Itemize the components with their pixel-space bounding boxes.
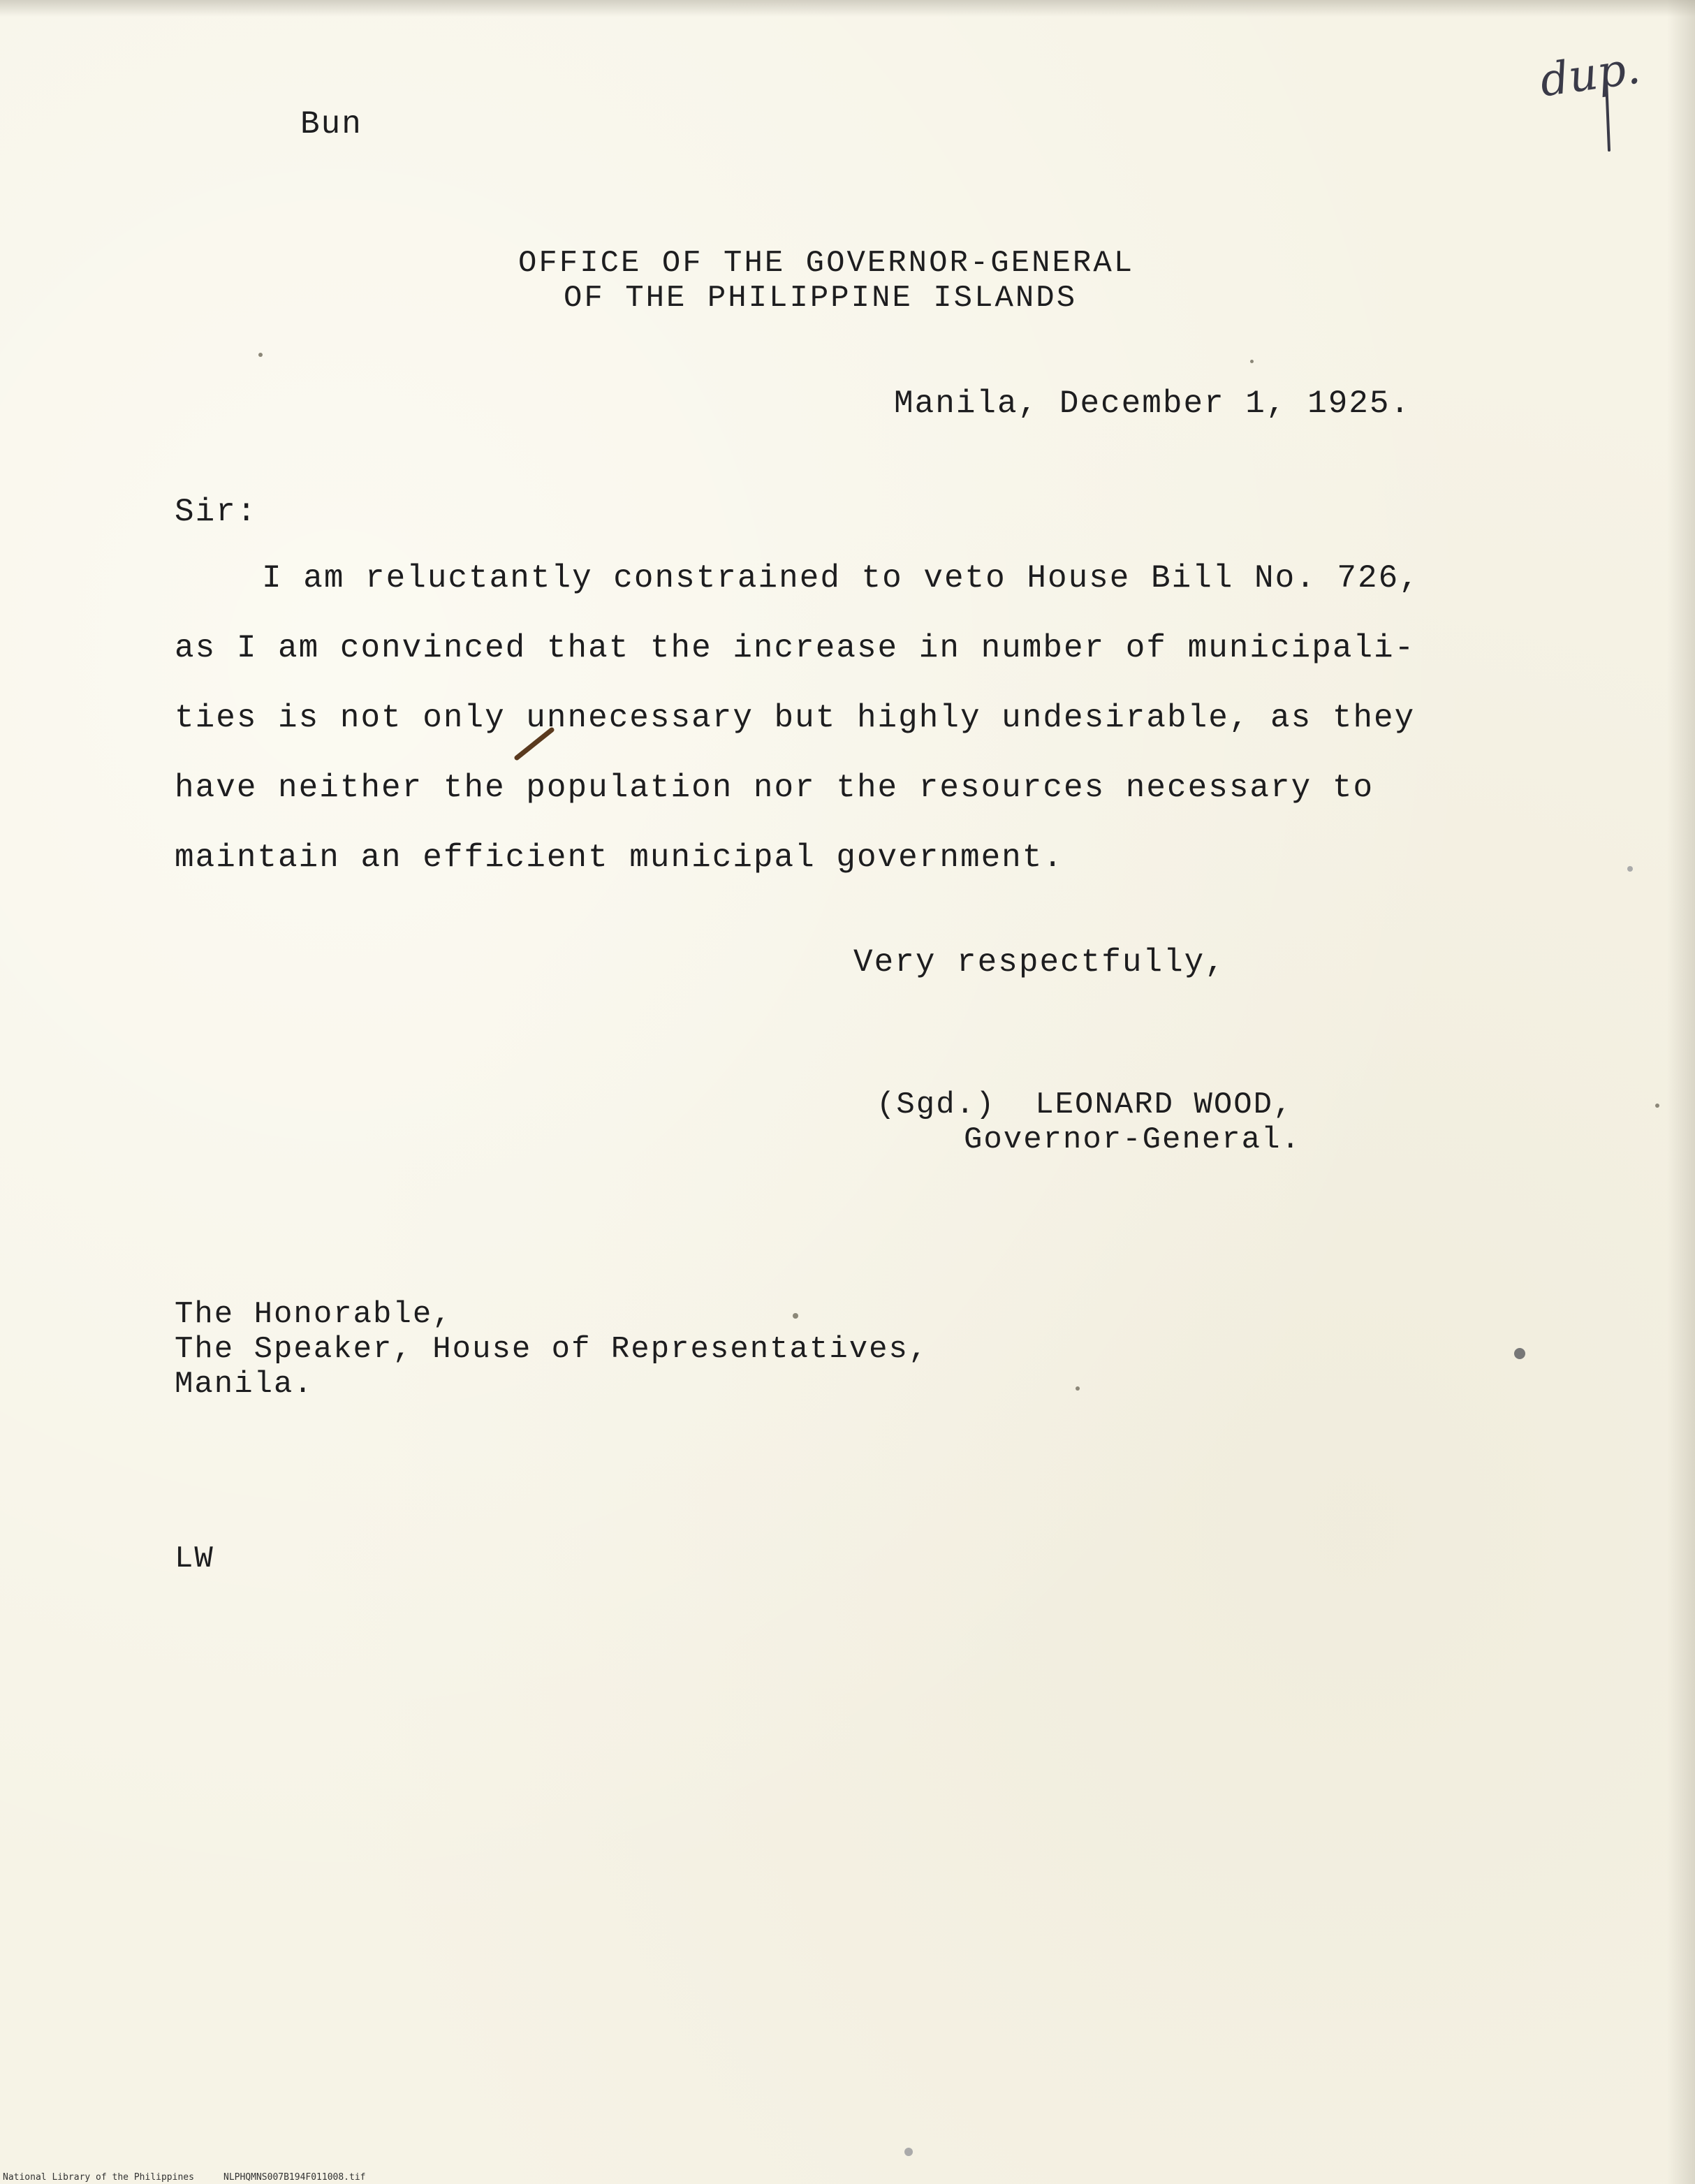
archive-source-label: National Library of the Philippines xyxy=(3,2172,194,2183)
body-line-3: ties is not only unnecessary but highly undesirable, as they xyxy=(175,700,1416,736)
letterhead-line-2: OF THE PHILIPPINE ISLANDS xyxy=(564,281,1078,316)
scan-edge-shadow xyxy=(1667,0,1695,2184)
paper-speck xyxy=(1627,866,1633,872)
paper-speck xyxy=(258,353,263,357)
handwritten-stroke-icon xyxy=(1592,77,1620,154)
paper-speck xyxy=(793,1313,798,1319)
signature-line-2: Governor-General. xyxy=(964,1122,1301,1157)
paper-speck xyxy=(1250,360,1254,363)
addressee-line-3: Manila. xyxy=(175,1367,314,1402)
paper-speck xyxy=(904,2148,913,2156)
body-line-5: maintain an efficient municipal government. xyxy=(175,840,1064,876)
salutation: Sir: xyxy=(175,494,258,530)
body-line-1: I am reluctantly constrained to veto House Bill No. 726, xyxy=(262,560,1420,596)
paper-speck xyxy=(1076,1386,1080,1391)
letterhead-line-1: OFFICE OF THE GOVERNOR-GENERAL xyxy=(518,246,1135,281)
paper-speck xyxy=(1655,1104,1659,1108)
closing: Very respectfully, xyxy=(853,944,1226,981)
body-line-4: have neither the population nor the resources necessary to xyxy=(175,770,1374,806)
body-line-2: as I am convinced that the increase in number of municipali- xyxy=(175,630,1416,666)
paper-speck xyxy=(1514,1348,1525,1359)
handwritten-note: dup. xyxy=(1536,42,1643,108)
addressee-line-2: The Speaker, House of Representatives, xyxy=(175,1332,929,1367)
scan-top-shadow xyxy=(0,0,1695,17)
ink-mark-icon xyxy=(513,726,555,761)
dateline: Manila, December 1, 1925. xyxy=(894,386,1411,422)
typist-initials-top: Bun xyxy=(300,106,362,142)
signature-line-1: (Sgd.) LEONARD WOOD, xyxy=(876,1087,1293,1122)
archive-filename-label: NLPHQMNS007B194F011008.tif xyxy=(223,2172,366,2183)
typist-initials-bottom: LW xyxy=(175,1541,214,1576)
addressee-line-1: The Honorable, xyxy=(175,1297,453,1332)
